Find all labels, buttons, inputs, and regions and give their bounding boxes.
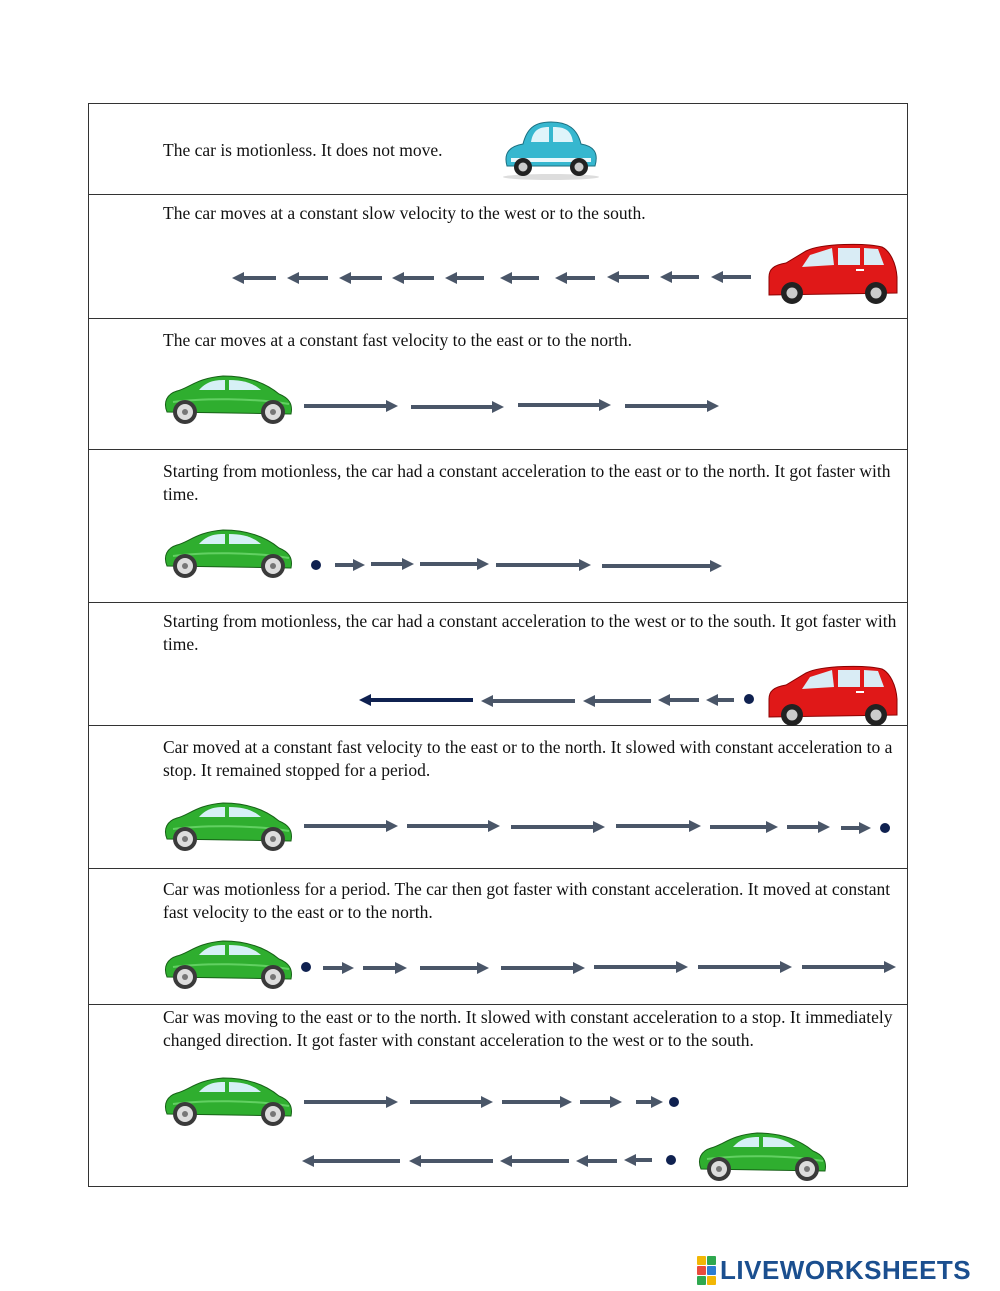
arrow-icon [407,820,500,832]
arrow-icon [420,962,489,974]
arrow-icon [658,694,699,706]
arrow-icon [555,272,595,284]
row-constant-slow-west [89,195,907,319]
logo-text: LIVEWORKSHEETS [720,1254,972,1285]
arrow-icon [841,822,871,834]
arrow-icon [583,695,651,707]
row-decelerate-stop [89,726,907,869]
arrow-icon [287,272,328,284]
arrow-icon [660,271,699,283]
row-rest-then-accelerate [89,869,907,1005]
logo-blocks-icon [697,1256,716,1285]
velocity-arrows-west [302,1154,652,1167]
velocity-arrows [304,820,871,834]
velocity-arrows-east [304,1096,663,1108]
green-car-icon [165,1078,291,1126]
arrow-icon [304,1096,398,1108]
start-dot [301,962,311,972]
arrow-icon [706,694,734,706]
row-text: The car moves at a constant fast velocity to the east or to the north. [163,330,632,350]
arrow-icon [304,820,398,832]
velocity-arrows [335,558,722,572]
row-accelerate-east [89,450,907,603]
red-car-icon [769,666,897,726]
arrow-icon [392,272,434,284]
green-car-icon [165,803,291,851]
arrow-icon [363,962,407,974]
arrow-icon [624,1154,652,1166]
arrow-icon [616,820,701,832]
arrow-icon [787,821,830,833]
row-motionless [89,104,907,195]
arrow-icon [576,1155,617,1167]
arrow-icon [481,695,575,707]
stop-dot [669,1097,679,1107]
row-8-scene [89,1005,909,1186]
arrow-icon [802,961,896,973]
arrow-icon [625,400,719,412]
arrow-icon [359,694,473,706]
green-car-icon [699,1133,825,1181]
arrow-icon [500,1155,569,1167]
velocity-arrows [304,399,719,413]
arrow-icon [420,558,489,570]
arrow-icon [304,400,398,412]
row-1-scene [89,104,909,195]
velocity-arrows [481,694,734,707]
row-6-scene [89,726,909,869]
stop-dot [880,823,890,833]
row-text: The car is motionless. It does not move. [163,140,443,160]
velocity-arrows [323,961,896,974]
arrow-icon [500,272,539,284]
turn-dot [666,1155,676,1165]
row-text: Starting from motionless, the car had a constant acceleration to the west or to the south. It got faster with time. [163,611,897,654]
red-car-icon [769,244,897,304]
arrow-icon [409,1155,493,1167]
green-car-icon [165,376,291,424]
arrow-icon [501,962,585,974]
arrow-icon [580,1096,622,1108]
arrow-icon [636,1096,663,1108]
arrow-icon [232,272,276,284]
arrow-icon [411,401,504,413]
velocity-arrow-longest [359,694,473,706]
arrow-icon [711,271,751,283]
liveworksheets-logo [697,1255,971,1285]
row-7-scene [89,869,909,1005]
row-text: Car was moving to the east or to the north. It slowed with constant acceleration to a stop. It immediately changed direction. It got faster with constant acceleration to the west or to the south. [163,1007,893,1050]
arrow-icon [511,821,605,833]
row-accelerate-west [89,603,907,726]
arrow-icon [410,1096,493,1108]
green-car-icon [165,530,291,578]
arrow-icon [698,961,792,973]
row-constant-fast-east [89,319,907,450]
arrow-icon [302,1155,400,1167]
arrow-icon [496,559,591,571]
blue-car-icon [503,122,599,180]
start-dot [311,560,321,570]
start-dot [744,694,754,704]
arrow-icon [323,962,354,974]
arrow-icon [607,271,649,283]
arrow-icon [339,272,382,284]
velocity-arrows [232,271,751,284]
green-car-icon [165,941,291,989]
motion-diagram-table [88,103,908,1187]
row-2-scene [89,195,909,319]
row-3-scene [89,319,909,450]
arrow-icon [602,560,722,572]
row-text: The car moves at a constant slow velocity to the west or to the south. [163,203,646,223]
arrow-icon [335,559,365,571]
arrow-icon [710,821,778,833]
row-reverse-direction [89,1005,907,1186]
row-text: Starting from motionless, the car had a constant acceleration to the east or to the north. It got faster with time. [163,461,891,504]
row-4-scene [89,450,909,603]
arrow-icon [445,272,484,284]
row-text: Car moved at a constant fast velocity to the east or to the north. It slowed with constant acceleration to a stop. It remained stopped for a period. [163,737,893,780]
row-text: Car was motionless for a period. The car then got faster with constant acceleration. It moved at constant fast velocity to the east or to the north. [163,879,891,922]
arrow-icon [594,961,688,973]
arrow-icon [518,399,611,411]
arrow-icon [371,558,414,570]
row-5-scene [89,603,909,726]
arrow-icon [502,1096,572,1108]
